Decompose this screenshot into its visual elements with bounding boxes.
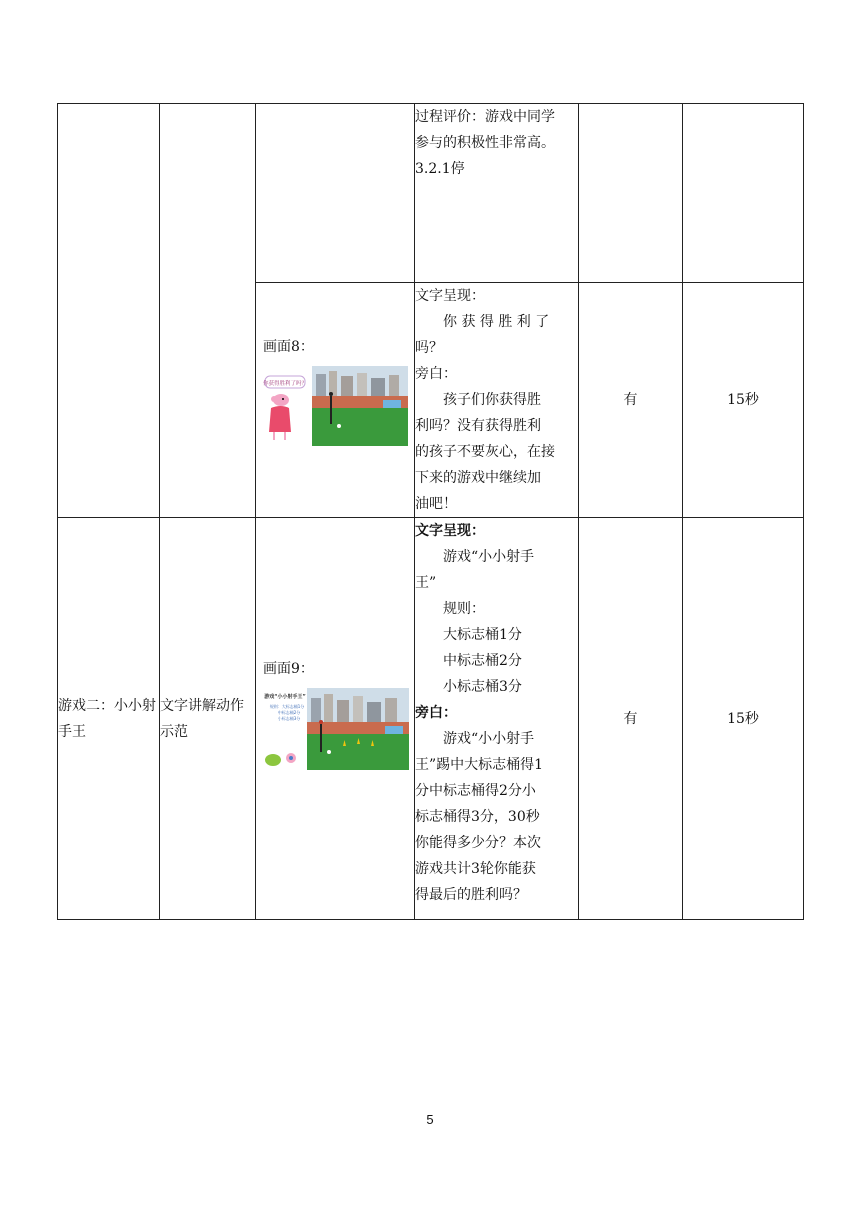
frame-label: 画面8： [263,339,314,355]
slide-9-image [263,688,409,770]
page-number: 5 [426,1112,434,1127]
voice-line: 标志桶得3分，30秒 [415,809,540,825]
slide-rule: 中标志桶2分 [277,709,301,715]
content-cell [415,104,579,283]
duration-cell: 15秒 [683,283,804,518]
content-line: 你 获 得 胜 利 了 [443,314,550,330]
content-heading: 文字呈现： [415,523,485,539]
field-photo [307,688,409,770]
bubble-text: 你获得胜利了吗？ [263,381,308,387]
content-line: 3.2.1停 [415,161,465,177]
frame-cell [256,283,415,518]
game-cell: 游戏二：小小射手王 [58,518,160,920]
voice-line: 的孩子不要灰心，在接 [415,444,555,460]
music-cell: 有 [579,518,683,920]
content-line: 吗？ [415,340,443,356]
frame-thumbnail [263,366,414,446]
voice-heading: 旁白： [415,366,457,382]
table-row [58,104,804,283]
voice-line: 孩子们你获得胜 [443,392,541,408]
voice-line: 分中标志桶得2分小 [415,783,536,799]
content-heading: 文字呈现： [415,288,485,304]
slide-rule: 规则：大标志桶1分 [269,703,305,709]
voice-line: 油吧！ [415,496,457,512]
voice-line: 游戏共计3轮你能获 [415,861,536,877]
content-line: 王” [415,575,437,591]
table-row [58,518,804,920]
duration-cell: 15秒 [683,518,804,920]
frame-cell-empty [256,104,415,283]
voice-line: 利吗？没有获得胜利 [415,418,541,434]
music-cell-empty [579,104,683,283]
content-line: 小标志桶3分 [443,679,522,695]
duration-cell-empty [683,104,804,283]
voice-line: 得最后的胜利吗？ [415,887,527,903]
lesson-table [57,103,804,920]
content-line: 规则： [443,601,485,617]
frame-thumbnail [263,688,414,770]
field-photo [312,366,408,446]
slide-title: 游戏“小小射手王” [264,693,306,700]
content-cell [415,518,579,920]
content-line: 参与的积极性非常高。 [415,135,555,151]
voice-heading: 旁白： [415,705,457,721]
frame-cell [256,518,415,920]
slide-rule: 小标志桶3分 [277,715,301,721]
content-line: 大标志桶1分 [443,627,522,643]
frame-label: 画面9： [263,660,314,677]
slide-8-image [263,366,409,446]
voice-line: 下来的游戏中继续加 [415,470,541,486]
content-line: 过程评价：游戏中同学 [415,109,555,125]
method-cell-empty [160,104,256,518]
music-cell: 有 [579,283,683,518]
voice-line: 王”踢中大标志桶得1 [415,757,544,773]
content-line: 游戏“小小射手 [443,549,535,565]
content-cell [415,283,579,518]
game-cell-empty [58,104,160,518]
content-line: 中标志桶2分 [443,653,522,669]
voice-line: 你能得多少分？本次 [415,835,541,851]
method-cell: 文字讲解动作示范 [160,518,256,920]
voice-line: 游戏“小小射手 [443,731,535,747]
